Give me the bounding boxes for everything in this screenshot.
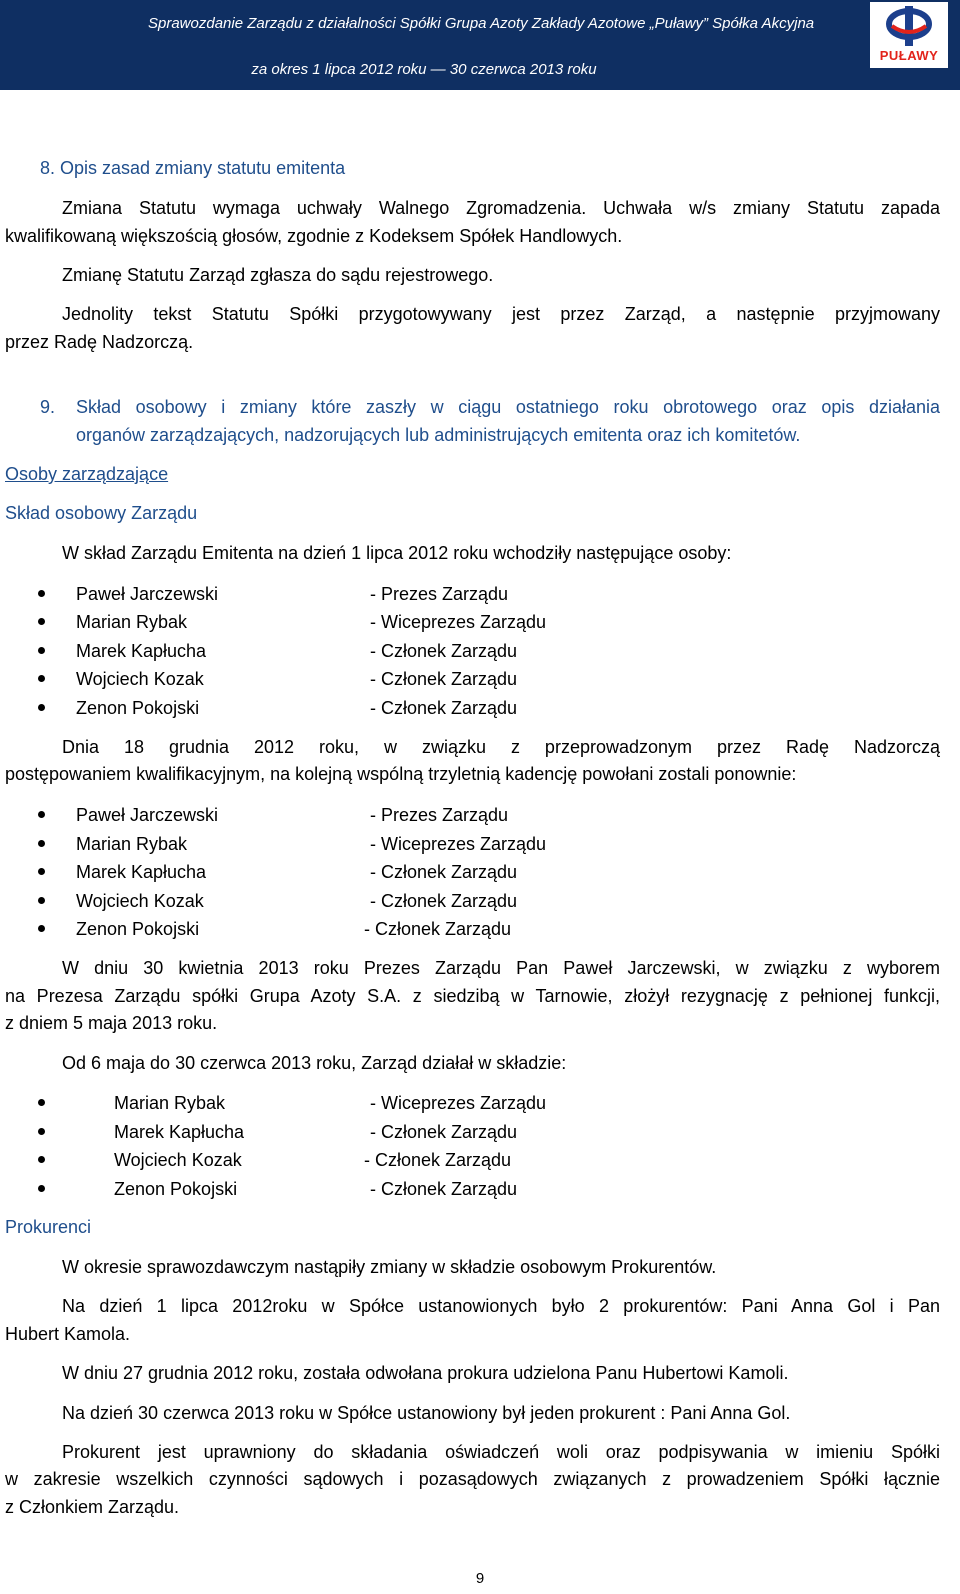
list-item-name: Marian Rybak <box>76 612 188 632</box>
bullet-icon <box>38 868 45 875</box>
bullet-icon <box>38 590 45 597</box>
bullet-icon <box>38 675 45 682</box>
list-item-name: Wojciech Kozak <box>114 1150 242 1170</box>
bullet-icon <box>38 1128 45 1135</box>
section-9-heading-line-2: organów zarządzających, nadzorujących lub administrujących emitenta oraz ich komitetów. <box>76 425 801 445</box>
logo-text: PUŁAWY <box>879 48 939 63</box>
list-item-role: - Członek Zarządu <box>370 669 518 689</box>
section-8-paragraph-1-line-2: kwalifikowaną większością głosów, zgodnie z Kodeksem Spółek Handlowych. <box>5 226 623 246</box>
bullet-icon <box>38 1156 45 1163</box>
prokurenci-paragraph-5-line-2: w zakresie wszelkich czynności sądowych i pozasądowych związanych z prowadzeniem Spółki łącznie <box>5 1469 940 1489</box>
list-item-role: - Prezes Zarządu <box>370 805 509 825</box>
bullet-icon <box>38 897 45 904</box>
list-item-role: - Członek Zarządu <box>370 1122 518 1142</box>
list-item-role: - Członek Zarządu <box>370 698 518 718</box>
list-item-role: - Członek Zarządu <box>370 862 518 882</box>
header-title: Sprawozdanie Zarządu z działalności Spółki Grupa Azoty Zakłady Azotowe „Puławy” Spółka Akcyjna <box>148 15 815 32</box>
prokurenci-paragraph-2-line-2: Hubert Kamola. <box>5 1324 131 1344</box>
section-8-paragraph-3-line-2: przez Radę Nadzorczą. <box>5 332 194 352</box>
list-item-role: - Wiceprezes Zarządu <box>370 1093 547 1113</box>
section-9-heading-line-1: Skład osobowy i zmiany które zaszły w ciągu ostatniego roku obrotowego oraz opis działania <box>76 397 940 417</box>
list-item-role: - Członek Zarządu <box>364 1150 512 1170</box>
list-item-name: Wojciech Kozak <box>76 891 204 911</box>
section-8-paragraph-1-line-1: Zmiana Statutu wymaga uchwały Walnego Zgromadzenia. Uchwała w/s zmiany Statutu zapada <box>62 198 940 218</box>
section-8-paragraph-3-line-1: Jednolity tekst Statutu Spółki przygotowywany jest przez Zarząd, a następnie przyjmowany <box>62 304 940 324</box>
december-paragraph-line-2: postępowaniem kwalifikacyjnym, na kolejną wspólną trzyletnią kadencję powołani zostali ponownie: <box>5 764 797 784</box>
bullet-icon <box>38 647 45 654</box>
section-8-heading: 8. Opis zasad zmiany statutu emitenta <box>40 158 346 178</box>
bullet-icon <box>38 1099 45 1106</box>
header-period: za okres 1 lipca 2012 roku — 30 czerwca 2013 roku <box>251 61 597 78</box>
section-8-paragraph-2: Zmianę Statutu Zarząd zgłasza do sądu rejestrowego. <box>62 265 494 285</box>
list-item-name: Paweł Jarczewski <box>76 584 219 604</box>
list-item-name: Marek Kapłucha <box>76 641 207 661</box>
list-item-name: Marian Rybak <box>76 834 188 854</box>
list-item-name: Zenon Pokojski <box>114 1179 238 1199</box>
subheading-sklad-zarzadu: Skład osobowy Zarządu <box>5 503 198 523</box>
list-item-role: - Wiceprezes Zarządu <box>370 612 547 632</box>
prokurenci-paragraph-1: W okresie sprawozdawczym nastąpiły zmiany w składzie osobowym Prokurentów. <box>62 1257 717 1277</box>
april-paragraph-line-2: na Prezesa Zarządu spółki Grupa Azoty S.A. z siedzibą w Tarnowie, złożył rezygnację z pełnionej funkcji, <box>5 986 940 1006</box>
may-paragraph: Od 6 maja do 30 czerwca 2013 roku, Zarząd działał w składzie: <box>62 1053 567 1073</box>
list-item-name: Zenon Pokojski <box>76 919 200 939</box>
april-paragraph-line-3: z dniem 5 maja 2013 roku. <box>5 1013 218 1033</box>
bullet-icon <box>38 811 45 818</box>
april-paragraph-line-1: W dniu 30 kwietnia 2013 roku Prezes Zarządu Pan Paweł Jarczewski, w związku z wyborem <box>62 958 940 978</box>
prokurenci-paragraph-5-line-1: Prokurent jest uprawniony do składania oświadczeń woli oraz podpisywania w imieniu Spółki <box>62 1442 940 1462</box>
list-item-role: - Członek Zarządu <box>370 891 518 911</box>
section-9-number: 9. <box>40 397 56 417</box>
bullet-icon <box>38 618 45 625</box>
list-item-role: - Członek Zarządu <box>370 641 518 661</box>
bullet-icon <box>38 840 45 847</box>
december-paragraph-line-1: Dnia 18 grudnia 2012 roku, w związku z przeprowadzonym przez Radę Nadzorczą <box>62 737 940 757</box>
board-intro: W skład Zarządu Emitenta na dzień 1 lipca 2012 roku wchodziły następujące osoby: <box>62 543 732 563</box>
list-item-name: Zenon Pokojski <box>76 698 200 718</box>
list-item-role: - Członek Zarządu <box>370 1179 518 1199</box>
list-item-name: Marek Kapłucha <box>114 1122 245 1142</box>
list-item-name: Wojciech Kozak <box>76 669 204 689</box>
subheading-osoby-zarzadzajace: Osoby zarządzające <box>5 464 169 484</box>
list-item-name: Marian Rybak <box>114 1093 226 1113</box>
page-number: 9 <box>475 1570 485 1587</box>
bullet-icon <box>38 704 45 711</box>
prokurenci-paragraph-3: W dniu 27 grudnia 2012 roku, została odwołana prokura udzielona Panu Hubertowi Kamoli. <box>62 1363 789 1383</box>
list-item-role: - Wiceprezes Zarządu <box>370 834 547 854</box>
list-item-role: - Prezes Zarządu <box>370 584 509 604</box>
subheading-prokurenci: Prokurenci <box>5 1217 92 1237</box>
list-item-role: - Członek Zarządu <box>364 919 512 939</box>
list-item-name: Paweł Jarczewski <box>76 805 219 825</box>
bullet-icon <box>38 925 45 932</box>
prokurenci-paragraph-4: Na dzień 30 czerwca 2013 roku w Spółce ustanowiony był jeden prokurent : Pani Anna Gol. <box>62 1403 791 1423</box>
prokurenci-paragraph-2-line-1: Na dzień 1 lipca 2012roku w Spółce ustanowionych było 2 prokurentów: Pani Anna Gol i Pan <box>62 1296 940 1316</box>
page-header <box>0 0 960 90</box>
bullet-icon <box>38 1185 45 1192</box>
prokurenci-paragraph-5-line-3: z Członkiem Zarządu. <box>5 1497 180 1517</box>
list-item-name: Marek Kapłucha <box>76 862 207 882</box>
